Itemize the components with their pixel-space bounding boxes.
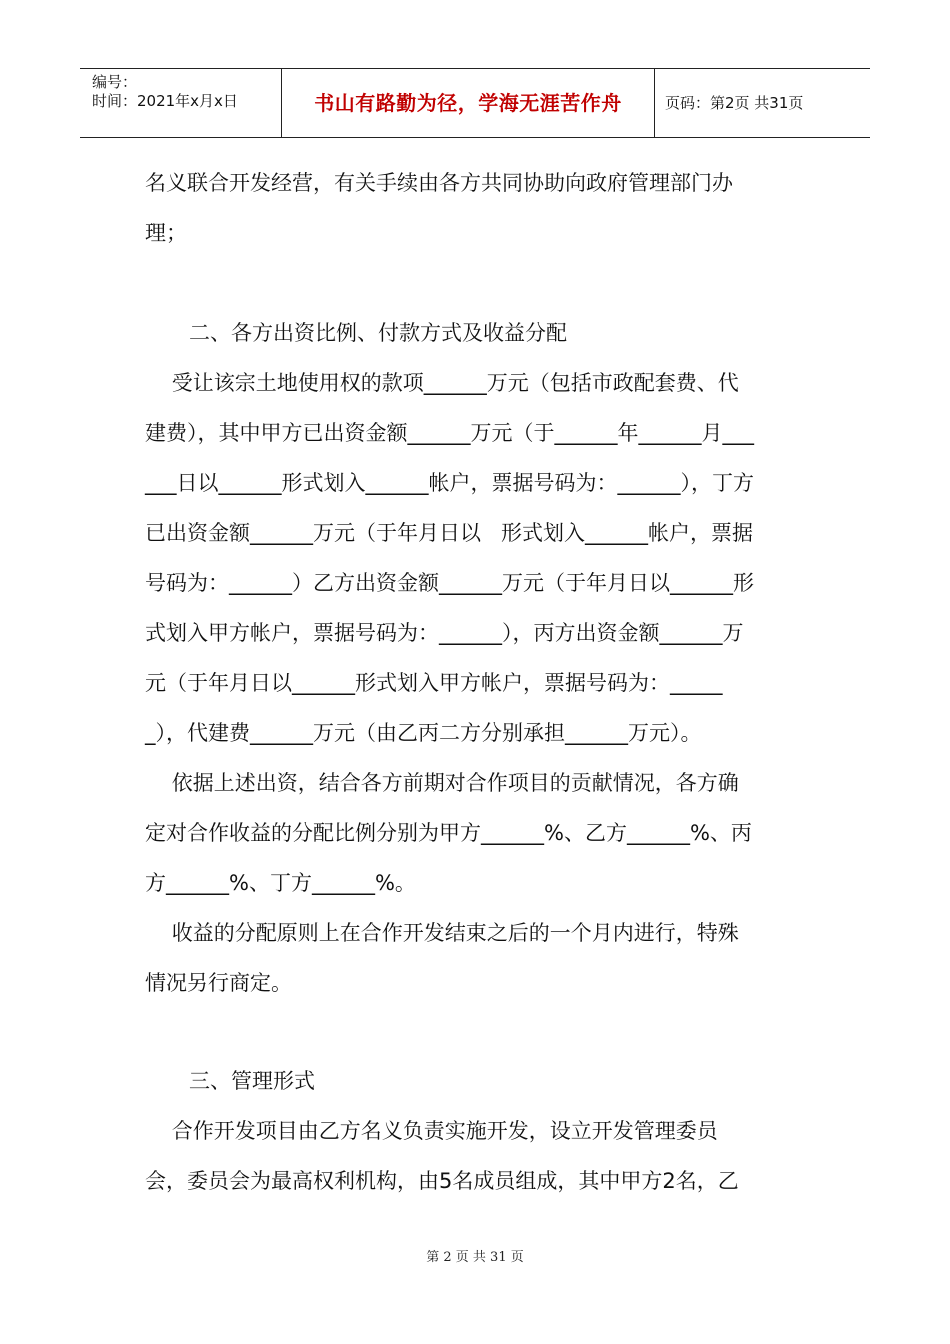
paragraph-5	[145, 1106, 805, 1206]
section-heading-3	[145, 1056, 805, 1106]
page-footer: 第 2 页 共 31 页	[426, 1250, 524, 1265]
paragraph-1	[145, 158, 805, 258]
text-line: 受让该宗土地使用权的款项______万元（包括市政配套费、代	[145, 371, 739, 395]
text-line: 号码为：______）乙方出资金额______万元（于年月日以______形	[145, 571, 754, 595]
section-title: 三、管理形式	[189, 1069, 315, 1093]
paragraph-2	[145, 358, 805, 758]
text-line: 依据上述出资，结合各方前期对合作项目的贡献情况，各方确	[145, 771, 739, 795]
text-line: 名义联合开发经营，有关手续由各方共同协助向政府管理部门办	[145, 171, 733, 195]
text-line: 式划入甲方帐户，票据号码为：______），丙方出资金额______万	[145, 621, 744, 645]
section-title: 二、各方出资比例、付款方式及收益分配	[189, 321, 567, 345]
header-motto: 书山有路勤为径，学海无涯苦作舟	[282, 69, 655, 137]
text-line: 定对合作收益的分配比例分别为甲方______%、乙方______%、丙	[145, 821, 752, 845]
text-line: ___日以______形式划入______帐户，票据号码为：______），丁方	[145, 471, 754, 495]
header-page-info: 页码：第2页 共31页	[665, 94, 804, 112]
text-line: 已出资金额______万元（于年月日以 形式划入______帐户，票据	[145, 521, 754, 545]
text-line: 情况另行商定。	[145, 971, 292, 995]
text-line: 收益的分配原则上在合作开发结束之后的一个月内进行，特殊	[145, 921, 739, 945]
text-line: 会，委员会为最高权利机构，由5名成员组成，其中甲方2名，乙	[145, 1169, 739, 1193]
number-label: 编号：	[92, 73, 138, 91]
paragraph-4	[145, 908, 805, 1008]
paragraph-3	[145, 758, 805, 908]
text-line: 理；	[145, 221, 187, 245]
text-line: 建费），其中甲方已出资金额______万元（于______年______月___	[145, 421, 754, 445]
section-heading-2	[145, 308, 805, 358]
time-label: 时间：2021年x月x日	[92, 92, 238, 110]
text-line: _），代建费______万元（由乙丙二方分别承担______万元）。	[145, 721, 702, 745]
header-meta	[80, 69, 282, 137]
text-line: 元（于年月日以______形式划入甲方帐户，票据号码为：_____	[145, 671, 723, 695]
text-line: 合作开发项目由乙方名义负责实施开发，设立开发管理委员	[145, 1119, 718, 1143]
text-line: 方______%、丁方______%。	[145, 871, 416, 895]
page-header	[80, 68, 870, 138]
